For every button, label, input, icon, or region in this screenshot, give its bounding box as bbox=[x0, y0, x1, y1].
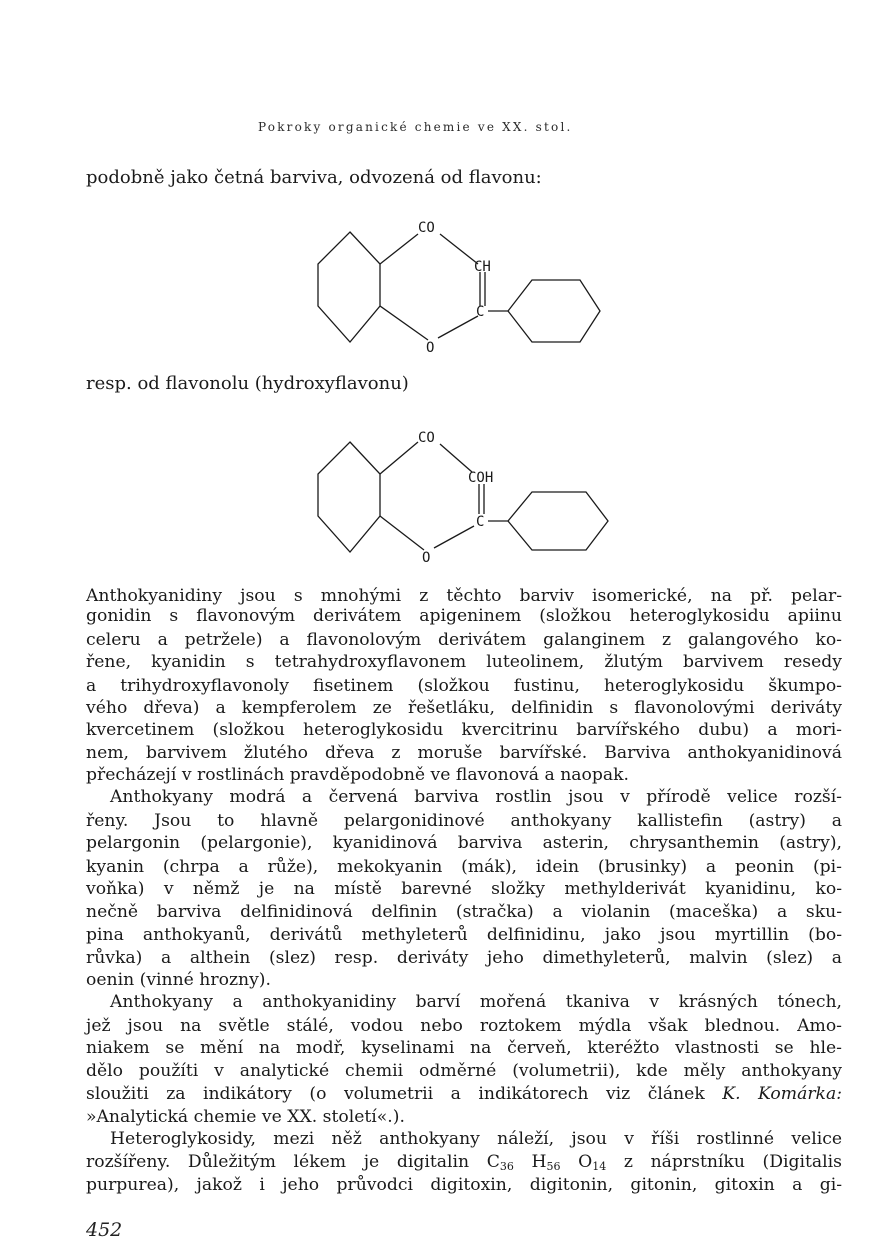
paragraph-1-last-line: přecházejí v rostlinách pravděpodobně ve flavonová a naopak. bbox=[86, 765, 629, 785]
paragraph-3-line-5 bbox=[86, 1084, 842, 1104]
paragraph-3-line: niakem se mění na modř, kyselinami na červeň, kteréžto vlastnosti se hle- bbox=[86, 1038, 842, 1058]
label-c: C bbox=[476, 514, 485, 530]
bond-ring-o bbox=[380, 516, 424, 550]
paragraph-2-line: řeny. Jsou to hlavně pelargonidinové anthokyany kallistefin (astry) a bbox=[86, 811, 842, 831]
label-co: CO bbox=[418, 220, 435, 236]
paragraph-4-line-2 bbox=[86, 1152, 842, 1177]
flavone-structure bbox=[300, 212, 620, 366]
formula-c: C bbox=[486, 1152, 500, 1172]
bond-co-ch bbox=[440, 234, 478, 264]
paragraph-1-line: řene, kyanidin s tetrahydroxyflavonem luteolinem, žlutým barvivem resedy bbox=[86, 652, 842, 672]
running-head: Pokroky organické chemie ve XX. stol. bbox=[258, 120, 573, 134]
benzene-ring-left bbox=[318, 442, 380, 552]
paragraph-2-line: růvka) a althein (slez) resp. deriváty jeho dimethyleterů, malvin (slez) a bbox=[86, 948, 842, 968]
paragraph-2-line: Anthokyany modrá a červená barviva rostlin jsou v přírodě velice rozší- bbox=[110, 787, 842, 807]
bond-co-coh bbox=[440, 444, 472, 472]
label-o: O bbox=[422, 550, 431, 566]
flavone-structure-svg bbox=[300, 212, 620, 362]
paragraph-1-line: Anthokyanidiny jsou s mnohými z těchto barviv isomerické, na př. pelar- bbox=[86, 586, 842, 606]
paragraph-1-line: a trihydroxyflavonoly fisetinem (složkou fustinu, heteroglykosidu škumpo- bbox=[86, 676, 842, 696]
paragraph-4-line: Heteroglykosidy, mezi něž anthokyany náleží, jsou v říši rostlinné velice bbox=[110, 1129, 842, 1149]
paragraph-4-line-2-text: rozšířeny. Důležitým lékem je digitalin bbox=[86, 1152, 487, 1172]
paragraph-2-line: pina anthokyanů, derivátů methyleterů delfinidinu, jako jsou myrtillin (bo- bbox=[86, 925, 842, 945]
formula-o-count: 14 bbox=[592, 1160, 607, 1173]
bond-o-c bbox=[438, 316, 478, 338]
formula-h-count: 56 bbox=[546, 1160, 561, 1173]
bond-ring-o bbox=[380, 306, 428, 340]
label-c: C bbox=[476, 304, 485, 320]
paragraph-1-line: nem, barvivem žlutého dřeva z moruše barvířské. Barviva anthokyanidinová bbox=[86, 743, 842, 763]
label-co: CO bbox=[418, 430, 435, 446]
flavonol-structure bbox=[300, 422, 620, 576]
page-number: 452 bbox=[86, 1219, 123, 1241]
paragraph-2-last-line: oenin (vinné hrozny). bbox=[86, 970, 271, 990]
intro-line: podobně jako četná barviva, odvozená od flavonu: bbox=[86, 167, 542, 188]
formula-o: O bbox=[578, 1152, 593, 1172]
paragraph-2-line: voňka) v němž je na místě barevné složky methylderivát kyanidinu, ko- bbox=[86, 879, 842, 899]
label-coh: COH bbox=[468, 470, 494, 486]
author-reference: K. Komárka: bbox=[722, 1084, 842, 1104]
paragraph-2-line: kyanin (chrpa a růže), mekokyanin (mák), idein (brusinky) a peonin (pi- bbox=[86, 857, 842, 877]
paragraph-2-line: pelargonin (pelargonie), kyanidinová barviva asterin, chrysanthemin (astry), bbox=[86, 833, 842, 853]
paragraph-1-line: vého dřeva) a kempferolem ze řešetláku, delfinidin s flavonolovými deriváty bbox=[86, 698, 842, 718]
phenyl-ring-right bbox=[508, 492, 608, 550]
flavonol-structure-svg bbox=[300, 422, 620, 572]
formula-c-count: 36 bbox=[499, 1160, 514, 1173]
resp-line: resp. od flavonolu (hydroxyflavonu) bbox=[86, 373, 409, 394]
paragraph-3-line: dělo použíti v analytické chemii odměrné (volumetrii), kde měly anthokyany bbox=[86, 1061, 842, 1081]
phenyl-ring-right bbox=[508, 280, 600, 342]
paragraph-1-line: kvercetinem (složkou heteroglykosidu kvercitrinu barvířského dubu) a mori- bbox=[86, 720, 842, 740]
bond-ring-co bbox=[380, 442, 418, 474]
paragraph-4-line-2-tail: z náprstníku (Digitalis bbox=[606, 1152, 842, 1172]
label-o: O bbox=[426, 340, 435, 356]
paragraph-3-last-line: »Analytická chemie ve XX. století«.). bbox=[86, 1107, 405, 1127]
formula-h: H bbox=[531, 1152, 547, 1172]
bond-ring-co bbox=[380, 234, 418, 264]
paragraph-3-line-5-text: sloužiti za indikátory (o volumetrii a indikátorech viz článek bbox=[86, 1084, 723, 1104]
paragraph-1-line: gonidin s flavonovým derivátem apigeninem (složkou heteroglykosidu apiinu bbox=[86, 606, 842, 626]
label-ch: CH bbox=[474, 259, 491, 275]
paragraph-3-line: Anthokyany a anthokyanidiny barví mořená tkaniva v krásných tónech, bbox=[110, 992, 842, 1012]
digitalin-formula bbox=[487, 1152, 607, 1172]
bond-o-c bbox=[434, 526, 474, 548]
paragraph-3-line: jež jsou na světle stálé, vodou nebo roztokem mýdla však blednou. Amo- bbox=[86, 1016, 842, 1036]
paragraph-4-line: purpurea), jakož i jeho průvodci digitoxin, digitonin, gitonin, gitoxin a gi- bbox=[86, 1175, 842, 1195]
paragraph-2-line: nečně barviva delfinidinová delfinin (stračka) a violanin (maceška) a sku- bbox=[86, 902, 842, 922]
benzene-ring-left bbox=[318, 232, 380, 342]
paragraph-1-line: celeru a petržele) a flavonolovým derivátem galanginem z galangového ko- bbox=[86, 630, 842, 650]
